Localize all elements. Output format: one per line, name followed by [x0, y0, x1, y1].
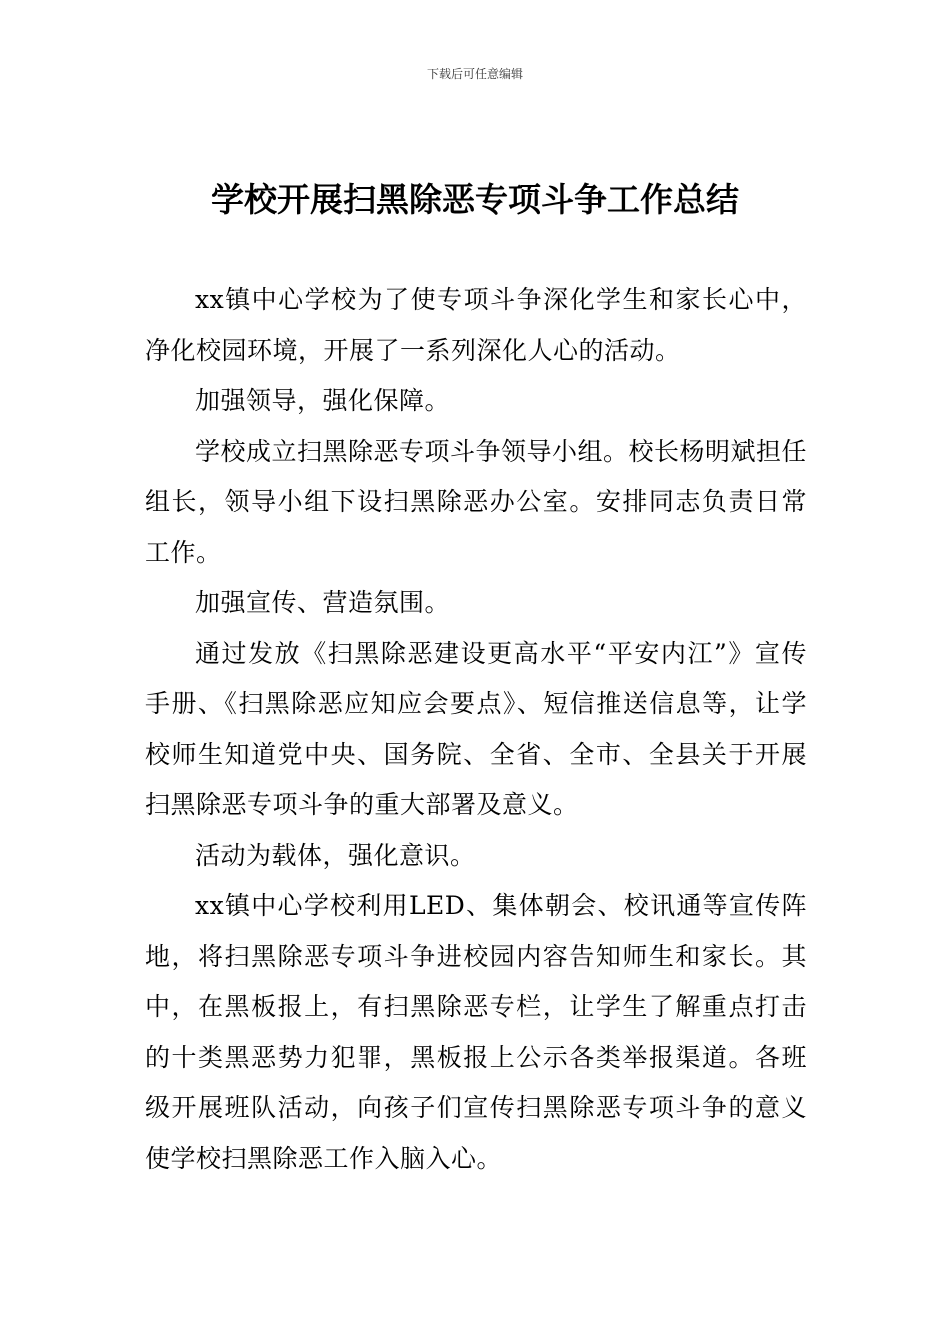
paragraph-heading-publicity: 加强宣传、营造氛围。: [195, 588, 451, 617]
paragraph-leadership: 学校成立扫黑除恶专项斗争领导小组。校长杨明斌担任组长，领导小组下设扫黑除恶办公室。安排同志负责日常工作。: [145, 436, 808, 567]
paragraph-heading-activities: 活动为载体，强化意识。: [195, 840, 476, 870]
page-header-note: 下载后可任意编辑: [426, 67, 523, 81]
paragraph-publicity: 通过发放《扫黑除恶建设更高水平“平安内江”》宣传手册、《扫黑除恶应知应会要点》、短信推送信息等，让学校师生知道党中央、国务院、全省、全市、全县关于开展扫黑除恶专项斗争的重大部署及意义。: [145, 638, 807, 819]
document-body: [145, 275, 807, 1184]
paragraph-intro: xx镇中心学校为了使专项斗争深化学生和家长心中，净化校园环境，开展了一系列深化人心的活动。: [145, 285, 807, 365]
document-title: 学校开展扫黑除恶专项斗争工作总结: [211, 180, 739, 219]
paragraph-activities: xx镇中心学校利用LED、集体朝会、校讯通等宣传阵地，将扫黑除恶专项斗争进校园内容告知师生和家长。其中，在黑板报上，有扫黑除恶专栏，让学生了解重点打击的十类黑恶势力犯罪，黑板报上公示各类举报渠道。各班级开展班队活动，向孩子们宣传扫黑除恶专项斗争的意义使学校扫黑除恶工作入脑入心。: [145, 891, 807, 1173]
paragraph-heading-leadership: 加强领导，强化保障。: [195, 386, 451, 415]
